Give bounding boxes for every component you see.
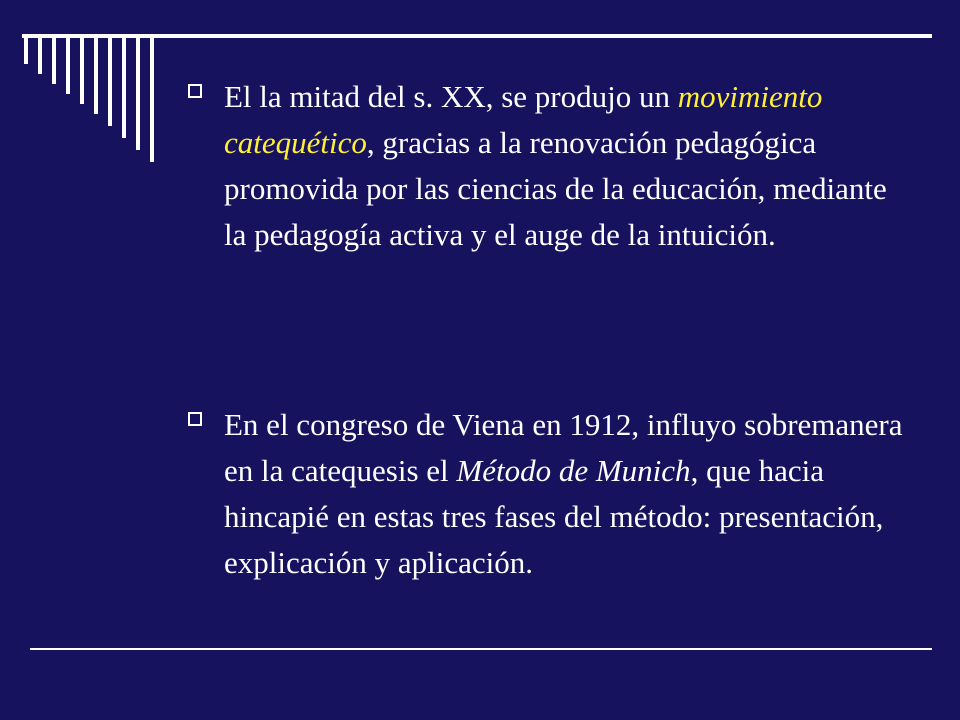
bullet-2 xyxy=(188,402,908,586)
stripe xyxy=(80,38,84,104)
stripe xyxy=(38,38,42,74)
stripe xyxy=(52,38,56,84)
bullet-2-text-end: , que hacia hincapié en estas tres fases del método: presentación, explicación y aplicación. xyxy=(224,453,884,580)
bullet-2-text xyxy=(224,402,908,586)
stripe xyxy=(24,38,28,64)
bullet-1-text xyxy=(224,74,908,258)
top-rule xyxy=(22,34,932,38)
stripe xyxy=(108,38,112,126)
bullet-2-emphasis: Método de Munich xyxy=(456,453,691,488)
bullet-1-text-end: , gracias a la renovación pedagógica promovida por las ciencias de la educación, mediante la pedagogía activa y el auge de la intuición. xyxy=(224,125,887,252)
bullet-1-text-start: El la mitad del s. XX, se produjo un xyxy=(224,79,678,114)
stripe xyxy=(122,38,126,138)
bullet-1-emphasis: movimiento catequético xyxy=(224,79,823,160)
stripe xyxy=(66,38,70,94)
square-bullet-icon xyxy=(188,412,202,426)
square-bullet-icon xyxy=(188,84,202,98)
stripe xyxy=(150,38,154,162)
bullet-2-text-start: En el congreso de Viena en 1912, influyo sobremanera en la catequesis el xyxy=(224,407,903,488)
bottom-rule xyxy=(30,648,932,650)
bullet-1 xyxy=(188,74,908,258)
stripe xyxy=(136,38,140,150)
stripe xyxy=(94,38,98,114)
